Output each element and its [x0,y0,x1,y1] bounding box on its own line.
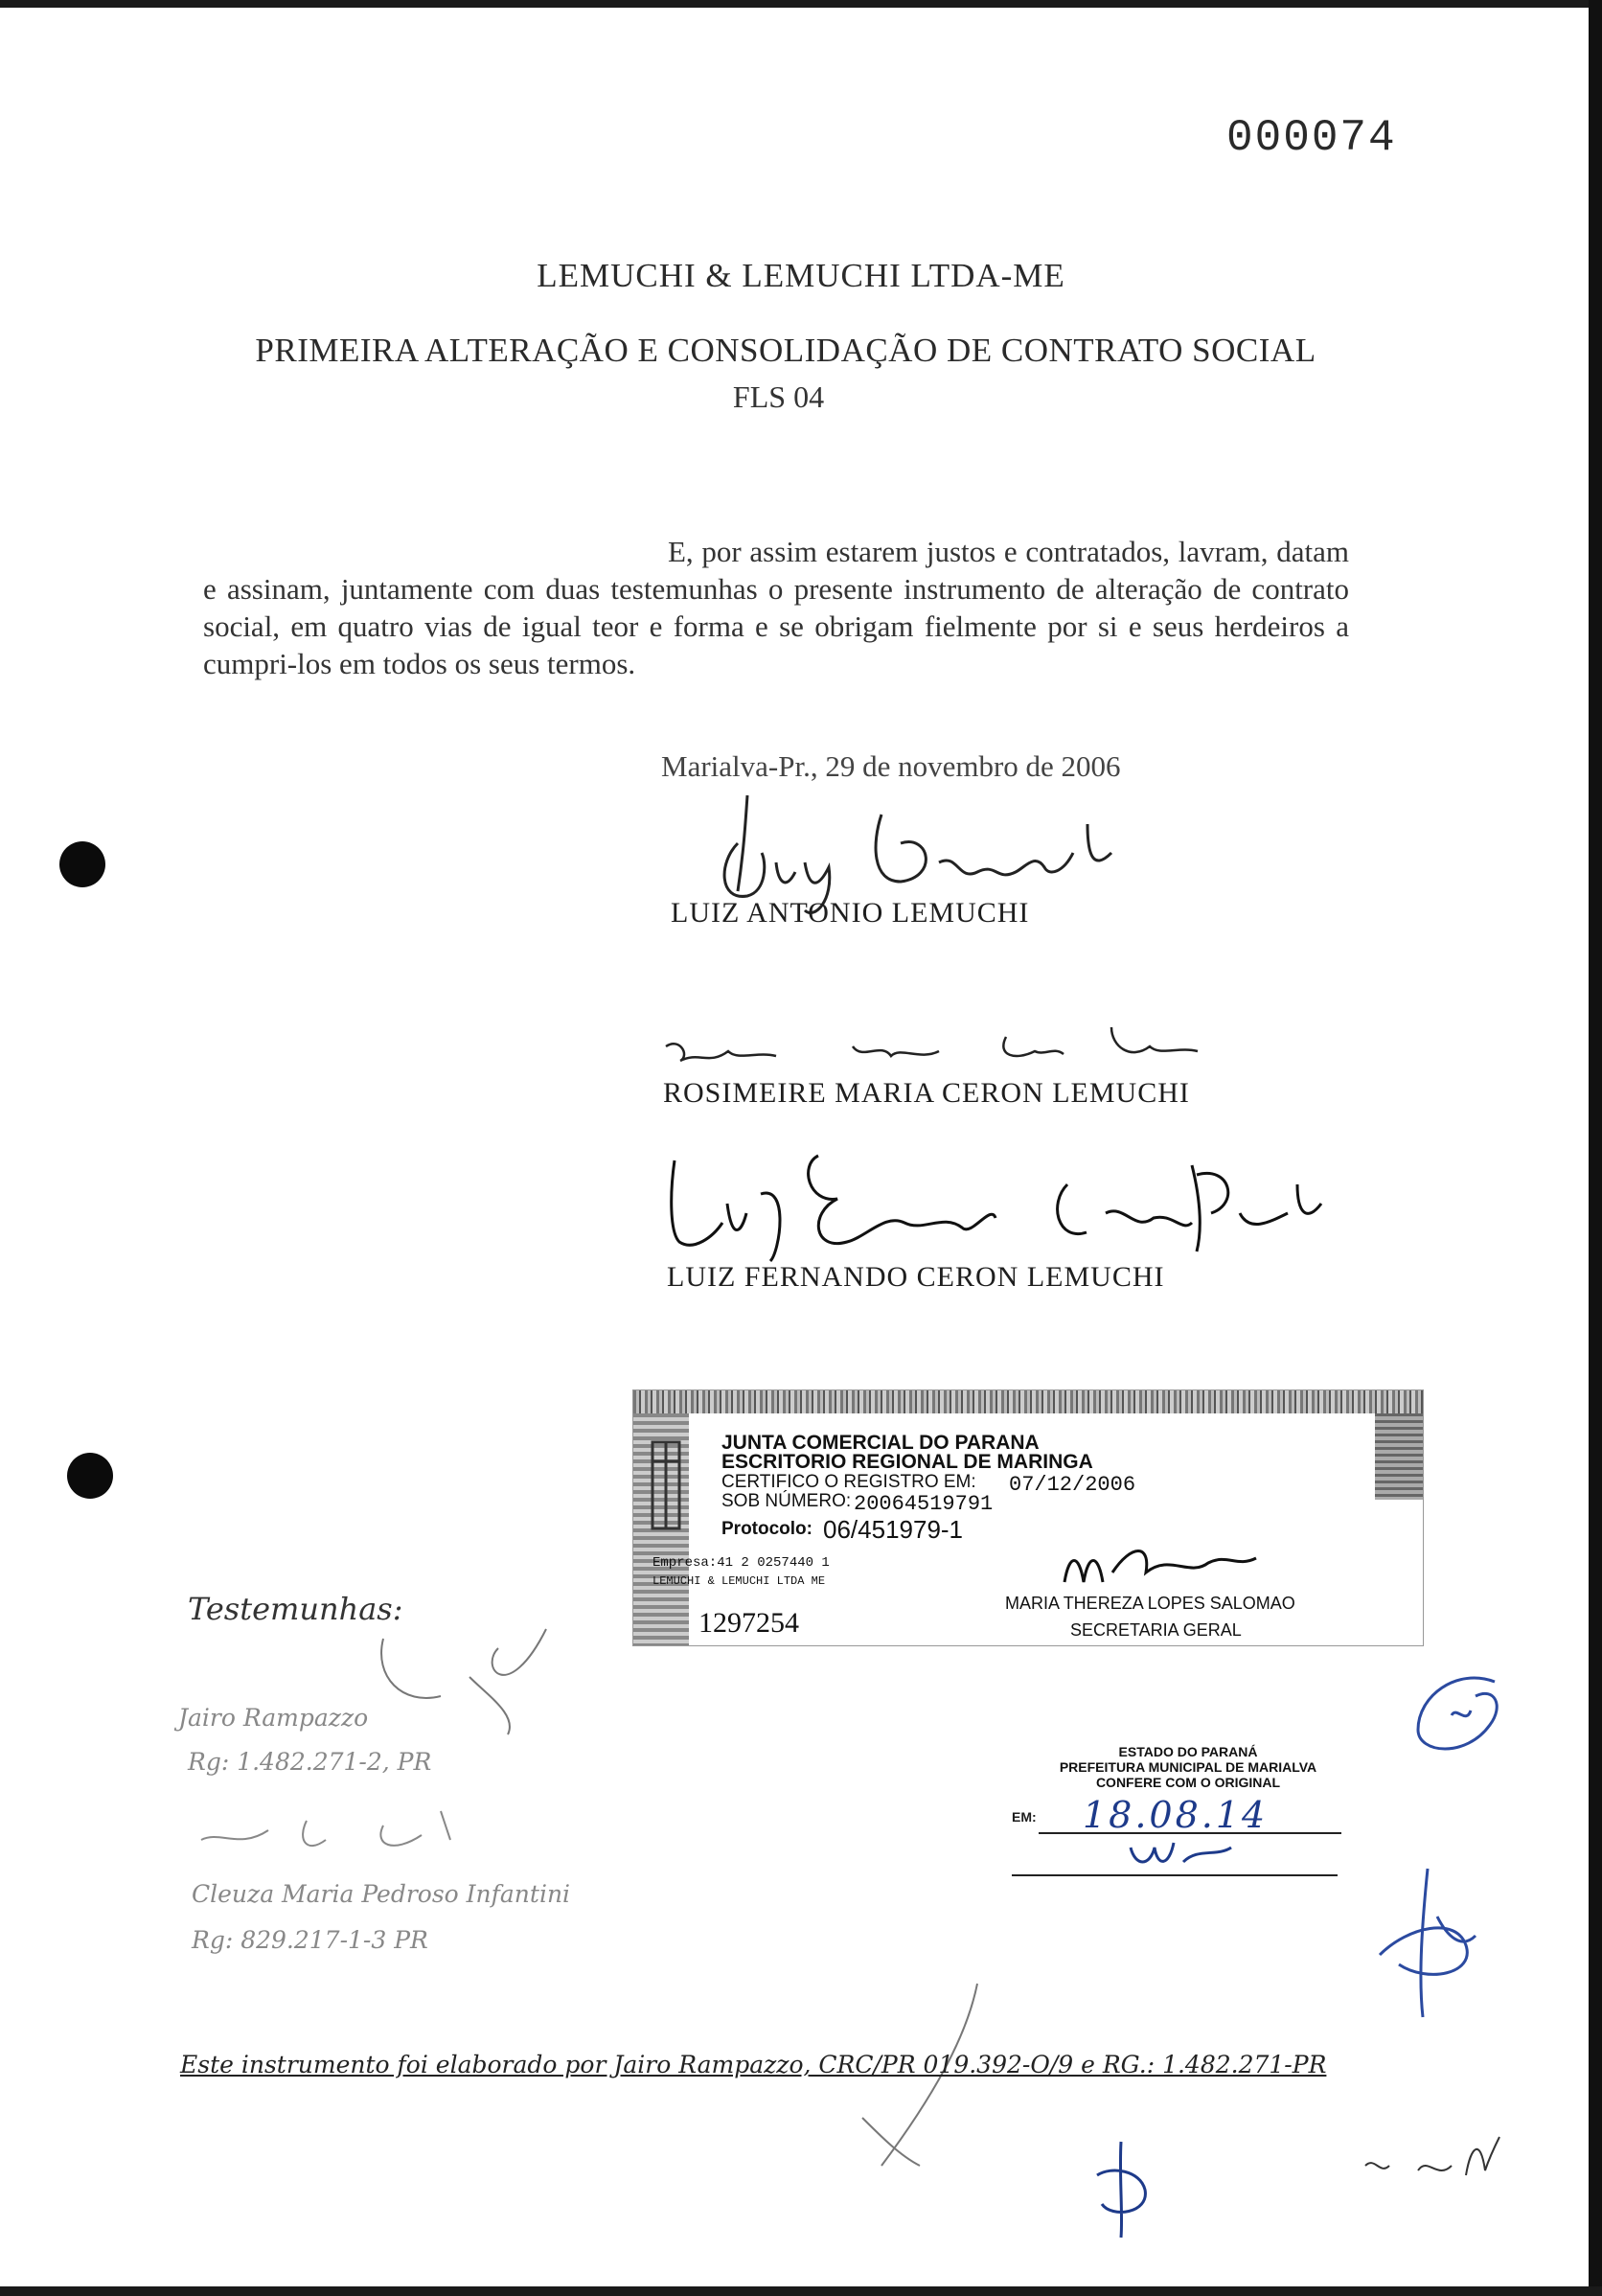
stamp-number: 1297254 [698,1607,799,1639]
stamp-certifico-date: 07/12/2006 [1009,1473,1136,1497]
signatory-3-name: LUIZ FERNANDO CERON LEMUCHI [667,1261,1165,1293]
stamp-official-role: SECRETARIA GERAL [1070,1620,1242,1640]
witnesses-label: Testemunhas: [188,1591,403,1627]
coat-of-arms-icon [647,1433,685,1538]
witness-2-name: Cleuza Maria Pedroso Infantini [192,1880,571,1908]
stamp-certifico-label: CERTIFICO O REGISTRO EM: [721,1472,976,1492]
signatory-2-name: ROSIMEIRE MARIA CERON LEMUCHI [663,1077,1190,1109]
closing-paragraph: E, por assim estarem justos e contratados, lavram, datam e assinam, juntamente com duas testemunhas o presente instrumento de alteração de contrato social, em quatro vias de igual teor e forma e se obrigam fielmente por si e seus herdeiros a cumpri-los em todos os seus termos. [203,535,1349,680]
prefeitura-date: 18.08.14 [1083,1794,1269,1836]
witness-1-rg: Rg: 1.482.271-2, PR [188,1748,432,1776]
sheet-number: FLS 04 [732,379,825,414]
prefeitura-line-2: PREFEITURA MUNICIPAL DE MARIALVA [1059,1759,1317,1775]
witness-1-signature [364,1619,575,1744]
place-date: Marialva-Pr., 29 de novembro de 2006 [661,749,1121,783]
scan-border-right [1589,0,1602,2296]
scan-border-bottom [0,2286,1602,2296]
prefeitura-em-label: EM: [1012,1809,1037,1825]
stamp-protocolo: 06/451979-1 [823,1515,964,1544]
witness-1-name: Jairo Rampazzo [178,1704,369,1732]
blue-initials-2 [1370,1859,1485,2022]
stamp-empresa-name: LEMUCHI & LEMUCHI LTDA ME [652,1574,826,1588]
registry-stamp [632,1389,1424,1646]
document-title: PRIMEIRA ALTERAÇÃO E CONSOLIDAÇÃO DE CONTRATO SOCIAL [255,332,1316,369]
blue-initials-1 [1399,1667,1514,1763]
initials-bottom-right [1361,2127,1504,2185]
scan-border-top [0,0,1602,8]
stamp-empresa: Empresa:41 2 0257440 1 [652,1555,830,1571]
prefeitura-stamp [1035,1744,1341,1790]
signatory-1-name: LUIZ ANTONIO LEMUCHI [671,897,1030,929]
signature-3 [655,1146,1326,1271]
signature-2 [661,1018,1207,1075]
witness-2-signature [192,1802,479,1859]
stamp-pattern-right [1375,1413,1423,1500]
footer-note: Este instrumento foi elaborado por Jairo Rampazzo, CRC/PR 019.392-O/9 e RG.: 1.482.271-PR [180,2051,1327,2078]
stamp-sob-numero-label: SOB NÚMERO: [721,1491,852,1511]
prefeitura-line-3: CONFERE COM O ORIGINAL [1095,1775,1281,1790]
blue-initials-3 [1083,2137,1159,2242]
witness-2-rg: Rg: 829.217-1-3 PR [192,1926,428,1954]
page-number: 000074 [1226,113,1397,163]
company-name: LEMUCHI & LEMUCHI LTDA-ME [537,257,1065,294]
punch-hole-lower [67,1453,113,1499]
stamp-line-1: JUNTA COMERCIAL DO PARANA [721,1432,1040,1454]
prefeitura-line-1: ESTADO DO PARANÁ [1118,1744,1258,1759]
punch-hole-upper [59,841,105,887]
stamp-pattern-top [633,1390,1423,1413]
stamp-sob-numero: 20064519791 [854,1492,994,1516]
prefeitura-signature [1121,1828,1236,1876]
stamp-line-2: ESCRITORIO REGIONAL DE MARINGA [721,1451,1093,1473]
stamp-protocolo-label: Protocolo: [721,1519,812,1539]
official-signature [1055,1534,1266,1601]
stamp-official-name: MARIA THEREZA LOPES SALOMAO [1005,1594,1295,1613]
